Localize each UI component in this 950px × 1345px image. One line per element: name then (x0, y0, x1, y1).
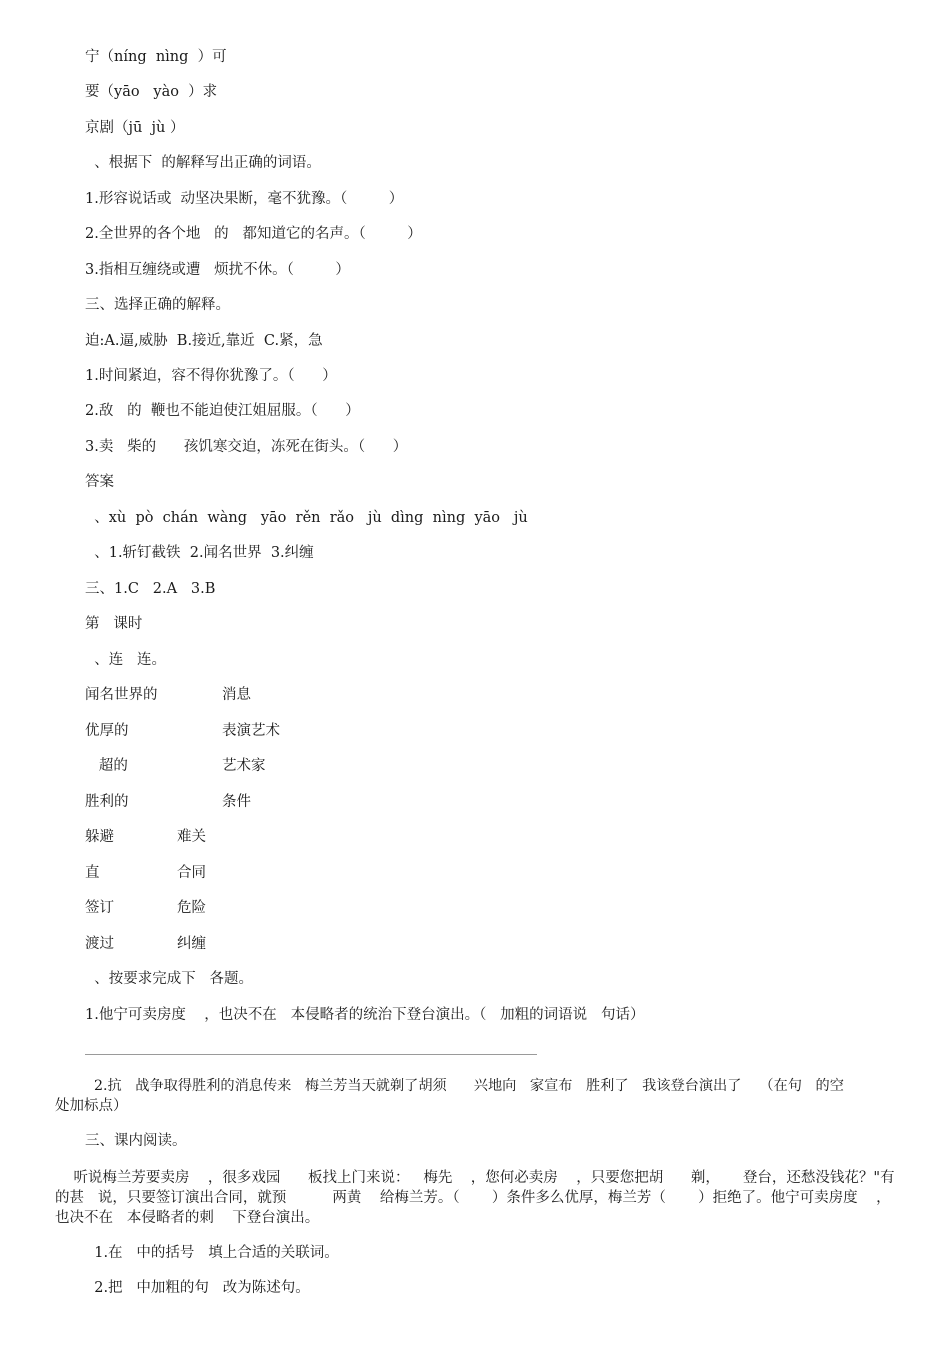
answer-line: 三、1.C 2.A 3.B (85, 581, 216, 597)
lesson-heading: 第 课时 (85, 616, 143, 632)
question-line: 3.卖 柴的 孩饥寒交迫，冻死在街头。（ ） (85, 439, 408, 455)
pinyin-item-ningke: 宁（níng nìng ）可 (85, 49, 227, 65)
definition-options: 迫:A.逼,威胁 B.接近,靠近 C.紧，急 (85, 333, 323, 349)
question-line: 1.时间紧迫，容不得你犹豫了。（ ） (85, 368, 337, 384)
pinyin-item-jingju: 京剧（jū jù ） (85, 120, 185, 136)
match-right-item: 难关 (177, 829, 206, 845)
match-left-item: 闻名世界的 (85, 687, 158, 703)
section-heading: 、根据下 的解释写出正确的词语。 (85, 155, 321, 171)
question-line: 2.敌 的 鞭也不能迫使江姐屈服。（ ） (85, 403, 360, 419)
answer-line: 、xù pò chán wàng yāo rěn rǎo jù dìng nìng yāo jù (85, 510, 528, 526)
match-right-item: 合同 (177, 865, 206, 881)
question-line: 3.指相互缠绕或遭 烦扰不休。（ ） (85, 262, 350, 278)
match-right-item: 条件 (222, 794, 251, 810)
question-line: 1.他宁可卖房度 ，也决不在 本侵略者的统治下登台演出。（ 加粗的词语说 句话） (85, 1007, 645, 1023)
answer-line: 、1.斩钉截铁 2.闻名世界 3.纠缠 (85, 545, 314, 561)
match-right-item: 纠缠 (177, 936, 206, 952)
match-left-item: 躲避 (85, 829, 114, 845)
question-line: 2.抗 战争取得胜利的消息传来 梅兰芳当天就剃了胡须 兴地向 家宣布 胜利了 我该登台演出了 （在句 的空 (85, 1078, 844, 1094)
section-heading: 、按要求完成下 各题。 (85, 971, 254, 987)
match-left-item: 直 (85, 865, 100, 881)
answer-underline (85, 1054, 537, 1055)
match-right-item: 消息 (222, 687, 251, 703)
section-heading: 三、选择正确的解释。 (85, 297, 230, 313)
question-line-continued: 处加标点） (55, 1098, 128, 1114)
match-left-item: 渡过 (85, 936, 114, 952)
pinyin-item-yaoqiu: 要（yāo yào ）求 (85, 84, 218, 100)
reading-passage: 听说梅兰芳要卖房 ，很多戏园 板找上门来说： 梅先 ，您何必卖房 ，只要您把胡 剃， 登台，还愁没钱花？"有的甚 说，只要签订演出合同，就预 两黄 给梅兰芳。（ ）条件多么优厚，梅兰芳（ ）拒绝了。他宁可卖房度 ，也决不在 本侵略者的刺 下登台演出。 (55, 1170, 895, 1226)
section-heading: 、连 连。 (85, 652, 167, 668)
match-left-item: 优厚的 (85, 723, 129, 739)
question-line: 1.形容说话或 动坚决果断，毫不犹豫。（ ） (85, 191, 404, 207)
question-line: 2.全世界的各个地 的 都知道它的名声。（ ） (85, 226, 422, 242)
answer-heading: 答案 (85, 474, 114, 490)
question-line: 1.在 中的括号 填上合适的关联词。 (85, 1245, 339, 1261)
match-right-item: 危险 (177, 900, 206, 916)
match-right-item: 艺术家 (222, 758, 266, 774)
match-left-item: 胜利的 (85, 794, 129, 810)
question-line: 2.把 中加粗的句 改为陈述句。 (85, 1280, 310, 1296)
match-left-item: 超的 (85, 758, 128, 774)
match-right-item: 表演艺术 (222, 723, 280, 739)
section-heading: 三、课内阅读。 (85, 1133, 187, 1149)
match-left-item: 签订 (85, 900, 114, 916)
